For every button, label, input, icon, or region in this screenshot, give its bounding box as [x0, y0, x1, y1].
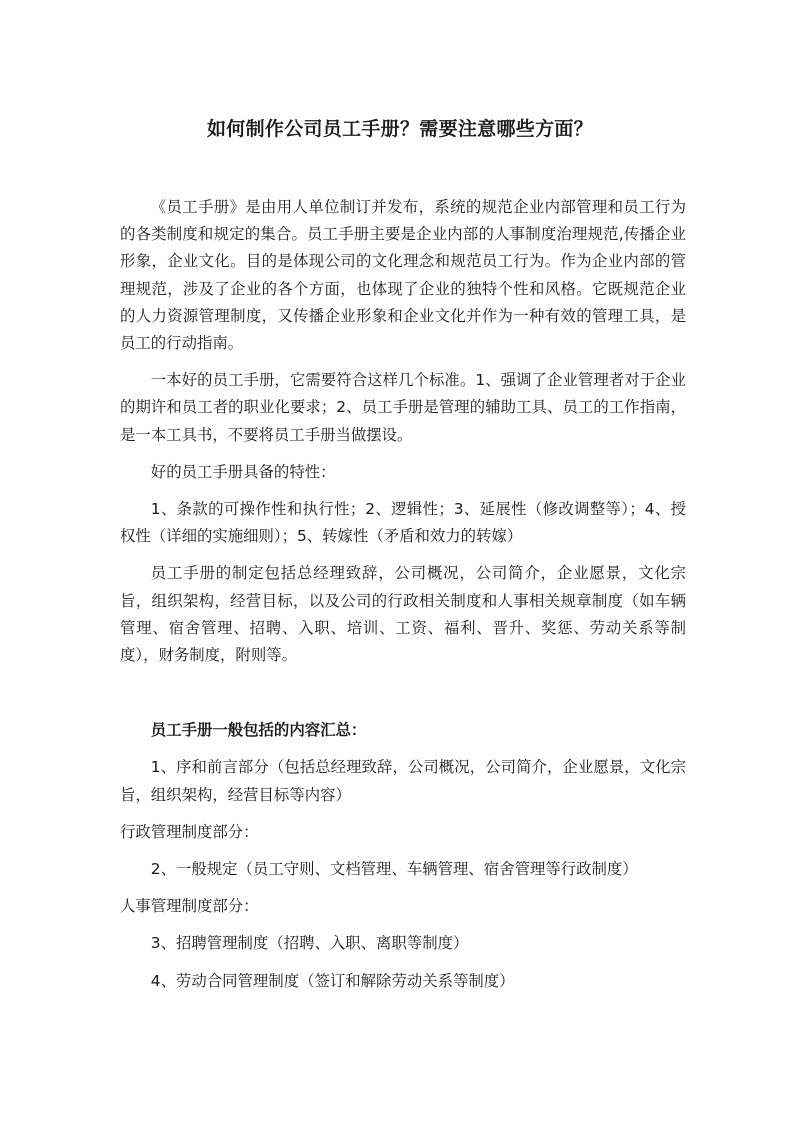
paragraph: 《员工手册》是由用人单位制订并发布，系统的规范企业内部管理和员工行为的各类制度和规定的集合。员工手册主要是企业内部的人事制度治理规范,传播企业形象，企业文化。目的是体现公司的文化理念和规范员工行为。作为企业内部的管理规范，涉及了企业的各个方面，也体现了企业的独特个性和风格。它既规范企业的人力资源管理制度，又传播企业形象和企业文化并作为一种有效的管理工具，是员工的行动指南。: [120, 198, 686, 353]
subsection-label: 人事管理制度部分：: [120, 897, 259, 916]
paragraph: 员工手册的制定包括总经理致辞，公司概况，公司简介，企业愿景，文化宗旨，组织架构，经营目标，以及公司的行政相关制度和人事相关规章制度（如车辆管理、宿舍管理、招聘、入职、培训、工资、福利、晋升、奖惩、劳动关系等制度），财务制度，附则等。: [120, 564, 686, 665]
section-heading: 员工手册一般包括的内容汇总：: [150, 721, 367, 740]
document-body: [120, 194, 686, 1005]
list-item: 4、劳动合同管理制度（签订和解除劳动关系等制度）: [150, 971, 515, 990]
list-item: 2、一般规定（员工守则、文档管理、车辆管理、宿舍管理等行政制度）: [150, 860, 638, 879]
list-item: 1、序和前言部分（包括总经理致辞，公司概况，公司简介，企业愿景，文化宗旨，组织架构，经营目标等内容）: [120, 758, 686, 804]
paragraph: 1、条款的可操作性和执行性；2、逻辑性；3、延展性（修改调整等）；4、授权性（详细的实施细则）；5、转嫁性（矛盾和效力的转嫁）: [120, 500, 686, 546]
paragraph: 好的员工手册具备的特性：: [150, 462, 336, 481]
subsection-label: 行政管理制度部分：: [120, 822, 259, 841]
spacer: [120, 679, 686, 717]
list-item: 3、招聘管理制度（招聘、入职、离职等制度）: [150, 934, 469, 953]
document-title: 如何制作公司员工手册？需要注意哪些方面？: [206, 118, 593, 140]
paragraph: 一本好的员工手册，它需要符合这样几个标准。1、强调了企业管理者对于企业的期许和员工者的职业化要求；2、员工手册是管理的辅助工具、员工的工作指南，是一本工具书，不要将员工手册当做摆设。: [120, 371, 686, 444]
